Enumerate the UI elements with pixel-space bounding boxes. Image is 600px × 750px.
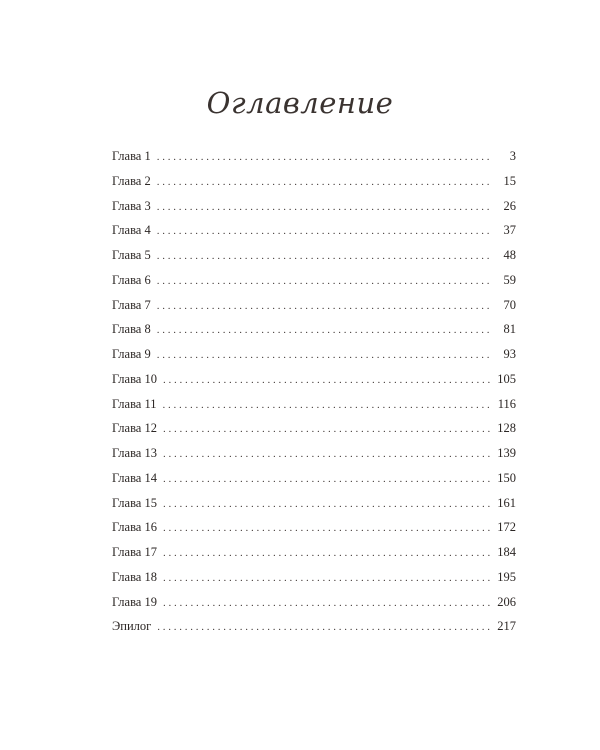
toc-entry[interactable] [112,270,516,295]
toc-entry-page: 116 [497,396,516,411]
toc-entry[interactable] [112,542,516,567]
dot-leader [163,593,490,613]
toc-entry-page: 26 [503,198,516,213]
toc-entry-page: 93 [503,347,516,361]
toc-entry-label: Глава 6 [112,272,151,287]
toc-entry[interactable] [112,517,516,542]
dot-leader [163,543,490,563]
dot-leader [157,197,490,217]
dot-leader [163,370,490,390]
toc-entry[interactable] [112,171,516,196]
dot-leader [157,172,490,192]
toc-entry-page: 172 [497,520,516,535]
toc-entry-label: Глава 7 [112,297,151,312]
toc-entry-page: 128 [497,421,516,436]
toc-entry[interactable] [112,418,516,443]
toc-entry-label: Глава 3 [112,198,151,213]
toc-entry-page: 150 [497,470,516,485]
toc-entry-page: 105 [497,371,516,386]
dot-leader [163,444,490,464]
page-title: Оглавление [206,86,394,120]
dot-leader [163,419,490,439]
toc-entry-label: Глава 5 [112,248,151,262]
toc-entry[interactable] [112,319,516,344]
toc-entry-label: Глава 2 [112,173,151,188]
toc-entry[interactable] [112,344,516,369]
toc-entry-label: Глава 9 [112,347,151,361]
dot-leader [157,296,490,316]
toc-entry-label: Глава 13 [112,446,157,460]
dot-leader [157,147,490,167]
toc-entry[interactable] [112,592,516,617]
toc-entry-label: Эпилог [112,619,152,634]
toc-entry[interactable] [112,493,516,518]
toc-entry-page: 195 [497,569,516,584]
dot-leader [163,518,490,538]
toc-entry-label: Глава 16 [112,520,157,535]
dot-leader [157,246,490,266]
dot-leader [163,494,490,514]
toc-entry[interactable] [112,196,516,221]
toc-entry-page: 48 [503,248,516,262]
toc-entry-label: Глава 8 [112,322,151,337]
dot-leader [163,469,490,489]
dot-leader [157,271,490,291]
toc-entry-label: Глава 15 [112,495,157,510]
toc-entry-label: Глава 18 [112,569,157,584]
dot-leader [157,221,490,241]
dot-leader [163,568,490,588]
toc-entry-label: Глава 12 [112,421,157,436]
toc-entry-label: Глава 4 [112,223,151,238]
dot-leader [157,320,490,340]
toc-entry[interactable] [112,394,516,419]
toc-entry-page: 161 [497,495,516,510]
toc-entry-page: 81 [503,322,516,337]
toc-entry-label: Глава 11 [112,396,157,411]
toc-entry-label: Глава 1 [112,149,151,163]
toc-entry-label: Глава 17 [112,545,157,559]
toc-entry[interactable] [112,146,516,171]
dot-leader [163,395,490,415]
toc-entry[interactable] [112,616,516,641]
toc-entry-page: 217 [497,619,516,634]
toc-entry[interactable] [112,245,516,270]
toc-entry-page: 206 [497,594,516,609]
dot-leader [157,345,490,365]
toc-entry-page: 59 [503,272,516,287]
toc-entry[interactable] [112,443,516,468]
dot-leader [157,617,490,637]
toc-entry[interactable] [112,369,516,394]
toc-entry-label: Глава 10 [112,371,157,386]
toc-entry-page: 3 [509,149,516,163]
toc-entry-page: 37 [503,223,516,238]
toc-entry[interactable] [112,295,516,320]
table-of-contents [112,146,516,641]
toc-entry[interactable] [112,468,516,493]
toc-entry-page: 70 [503,297,516,312]
toc-entry-label: Глава 19 [112,594,157,609]
toc-entry-label: Глава 14 [112,470,157,485]
toc-entry-page: 139 [497,446,516,460]
toc-entry[interactable] [112,220,516,245]
toc-entry-page: 15 [503,173,516,188]
toc-entry-page: 184 [497,545,516,559]
toc-entry[interactable] [112,567,516,592]
